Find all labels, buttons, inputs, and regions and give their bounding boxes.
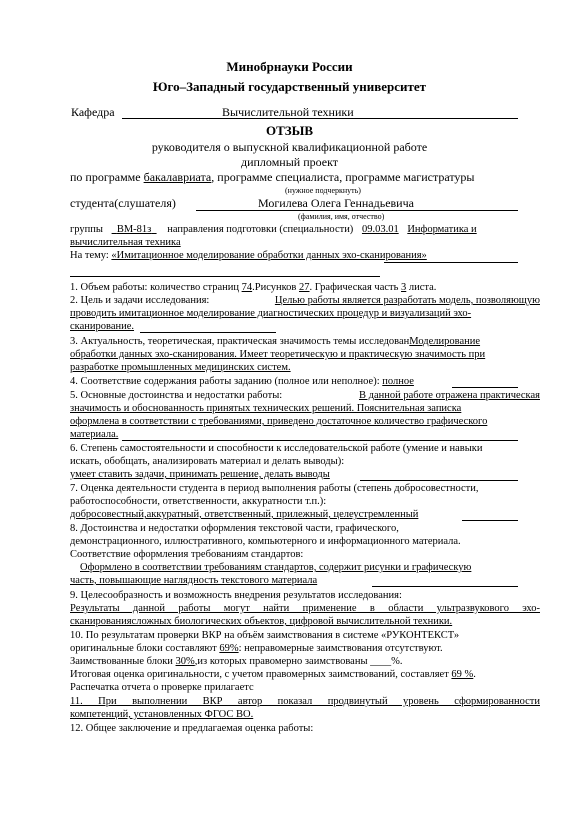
item-12: 12. Общее заключение и предлагаемая оценка работы: — [70, 723, 314, 734]
ministry-heading: Минобрнауки России — [226, 59, 353, 74]
title-line-2: дипломный проект — [240, 155, 339, 169]
item-7-line-2: работоспособности, ответственности, аккуратности т.п.): — [70, 496, 327, 507]
item-7-line-1: 7. Оценка деятельности студента в период выполнения работы (степень добросовестности, — [70, 483, 479, 494]
group-label: группы — [70, 224, 103, 235]
university-heading: Юго–Западный государственный университет — [152, 79, 427, 94]
programs-prefix: по программе — [70, 170, 144, 184]
item-8-line-2: демонстрационного, иллюстративного, компьютерного и информационного материала. — [70, 536, 461, 547]
item-4: 4. Соответствие содержания работы заданию (полное или неполное): полное — [70, 376, 414, 387]
program-selected: бакалавриата — [143, 170, 212, 184]
item-6-line-3: умеет ставить задачи, принимать решение, делать выводы — [70, 469, 330, 480]
item-8-line-3: Соответствие оформления требованиям стандартов: — [70, 549, 304, 560]
item-8-line-1: 8. Достоинства и недостатки оформления текстовой части, графического, — [70, 523, 399, 534]
item-2-fill-underline — [140, 332, 276, 333]
student-underline — [196, 210, 518, 211]
topic-line — [70, 251, 427, 262]
student-label: студента(слушателя) — [70, 196, 176, 210]
topic-label: На тему: — [70, 250, 109, 261]
document-title: ОТЗЫВ — [265, 123, 314, 138]
programs-rest: , программе специалиста, программе магистратуры — [211, 170, 475, 184]
item-3-line-2: обработки данных эхо-сканирования. Имеет теоретическую и практическую значимость при — [70, 349, 486, 360]
item-7-line-3: добросовестный,аккуратный, ответственный, прилежный, целеустремленный — [70, 509, 419, 520]
item-1: 1. Объем работы: количество страниц 74.Рисунков 27. Графическая часть 3 листа. — [70, 282, 437, 293]
item-9-line-1: 9. Целесообразность и возможность внедрения результатов исследования: — [70, 590, 402, 601]
item-5-line-1: 5. Основные достоинства и недостатки работы: В данной работе отражена практическая — [70, 390, 540, 401]
item-3-line-3: разработке промышленных медицинских систем. — [70, 362, 291, 373]
direction-name-2: вычислительная техника — [70, 237, 181, 248]
item-5-line-3: оформлена в соответствии с требованиями, приведено достаточное количество графического — [70, 416, 488, 427]
item-5-line-2: значимость и обоснованность принятых технических решений. Пояснительная записка — [70, 403, 462, 414]
item-8-line-4: Оформлено в соответствии требованиям стандартов, содержит рисунки и графическую — [80, 562, 472, 573]
item-8-line-5: часть, повышающие наглядность текстового материала — [70, 575, 318, 586]
group-line — [70, 225, 510, 236]
item-10-line-3: Заимствованные блоки 30%,из которых правомерно заимствованы ____%. — [70, 656, 403, 667]
item-11-line-1: 11. При выполнении ВКР автор показал продвинутый уровень сформированности — [70, 696, 540, 707]
item-2-line-1: 2. Цель и задачи исследования: Целью работы является разработать модель, позволяющую — [70, 295, 540, 306]
item-9-line-2: Результаты данной работы могут найти применение в области ультразвукового эхо- — [70, 603, 540, 614]
student-name: Могилева Олега Геннадьевича — [258, 196, 414, 210]
topic-value: «Имитационное моделирование обработки данных эхо-сканирования» — [111, 250, 427, 261]
item-10-line-5: Распечатка отчета о проверке прилагаетс — [70, 682, 254, 693]
item-3-line-1: 3. Актуальность, теоретическая, практическая значимость темы исследованМоделирование — [70, 336, 481, 347]
department-value: Вычислительной техники — [222, 105, 354, 119]
item-4-fill-underline — [452, 387, 518, 388]
item-2-line-3: сканирование. — [70, 321, 135, 332]
item-6-fill-underline — [360, 480, 518, 481]
programs-line — [70, 171, 475, 183]
underline-note: (нужное подчеркнуть) — [285, 186, 361, 195]
direction-label: направления подготовки (специальности) — [167, 224, 354, 235]
item-10-line-4: Итоговая оценка оригинальности, с учетом правомерных заимствований, составляет 69 %. — [70, 669, 476, 680]
department-label: Кафедра — [71, 105, 115, 119]
item-5-line-4: материала. — [70, 429, 119, 440]
item-6-line-2: искать, обобщать, анализировать материал и делать выводы): — [70, 456, 345, 467]
item-8-fill-underline — [372, 586, 518, 587]
item-2-line-2: проводить имитационное моделирование диагностических процедур и визуализаций эхо- — [70, 308, 472, 319]
item-5-fill-underline — [122, 440, 518, 441]
item-10-line-2: оригинальные блоки составляют 69%: неправомерные заимствования отсутствуют. — [70, 643, 443, 654]
direction-name-1: Информатика и — [407, 224, 477, 235]
separator-line — [70, 276, 380, 277]
item-11-line-2: компетенций, установленных ФГОС ВО. — [70, 709, 254, 720]
topic-underline — [384, 262, 518, 263]
student-note: (фамилия, имя, отчество) — [298, 212, 385, 221]
item-6-line-1: 6. Степень самостоятельности и способности к исследовательской работе (умение и навыки — [70, 443, 483, 454]
item-9-line-3: сканированиясложных биологических объектов, цифровой вычислительной техники. — [70, 616, 453, 627]
direction-code: 09.03.01 — [361, 224, 399, 235]
title-line-1: руководителя о выпускной квалификационной работе — [151, 140, 428, 154]
group-value: ВМ-81з — [116, 224, 152, 235]
item-10-line-1: 10. По результатам проверки ВКР на объём заимствования в системе «РУКОНТЕКСТ» — [70, 630, 460, 641]
item-7-fill-underline — [462, 520, 518, 521]
